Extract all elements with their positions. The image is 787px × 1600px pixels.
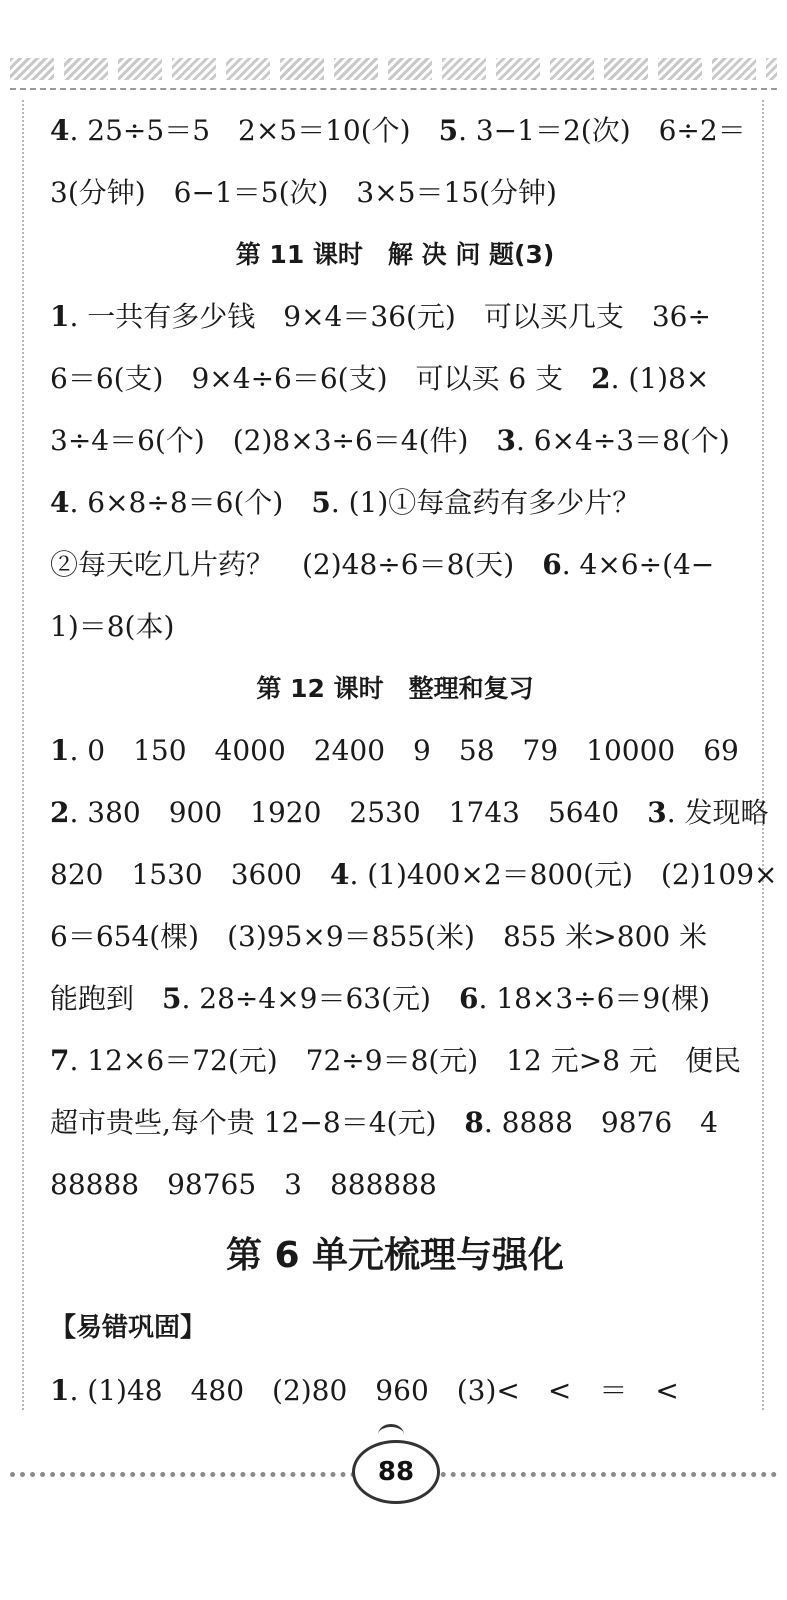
answer-line: 3(分钟) 6−1＝5(次) 3×5＝15(分钟): [50, 176, 557, 209]
page-number: 88: [377, 1457, 415, 1487]
page-number-badge: [352, 1440, 440, 1504]
answer-line: 1)＝8(本): [50, 610, 175, 643]
answer-line: 能跑到 5. 28÷4×9＝63(元) 6. 18×3÷6＝9(棵): [50, 982, 711, 1015]
answer-line: 88888 98765 3 888888: [50, 1168, 437, 1201]
answer-line: 4. 6×8÷8＝6(个) 5. (1)①每盒药有多少片？: [50, 486, 641, 519]
left-margin-line: [22, 100, 24, 1410]
answer-line: ②每天吃几片药？ (2)48÷6＝8(天) 6. 4×6÷(4−: [50, 548, 715, 581]
lesson-11-heading: 第 11 课时 解 决 问 题(3): [235, 240, 555, 269]
answer-line: 1. 一共有多少钱 9×4＝36(元) 可以买几支 36÷: [50, 300, 711, 333]
answer-line: 1. 0 150 4000 2400 9 58 79 10000 69: [50, 734, 739, 767]
section-label: 【易错巩固】: [50, 1313, 207, 1343]
lesson-12-heading: 第 12 课时 整理和复习: [256, 674, 534, 703]
answer-line: 820 1530 3600 4. (1)400×2＝800(元) (2)109×: [50, 858, 778, 891]
right-margin-line: [762, 100, 764, 1410]
answer-content: [50, 100, 778, 1422]
unit-6-title: 第 6 单元梳理与强化: [225, 1235, 565, 1276]
top-decorative-band: [10, 58, 777, 80]
answer-line: 超市贵些,每个贵 12−8＝4(元) 8. 8888 9876 4: [50, 1106, 718, 1139]
answer-line: 3÷4＝6(个) (2)8×3÷6＝4(件) 3. 6×4÷3＝8(个): [50, 424, 730, 457]
answer-line: 2. 380 900 1920 2530 1743 5640 3. 发现略: [50, 796, 769, 829]
answer-line: 6＝654(棵) (3)95×9＝855(米) 855 米>800 米: [50, 920, 708, 953]
answer-line: 6＝6(支) 9×4÷6＝6(支) 可以买 6 支 2. (1)8×: [50, 362, 710, 395]
answer-line: 4. 25÷5＝5 2×5＝10(个) 5. 3−1＝2(次) 6÷2＝: [50, 114, 746, 147]
answer-line: 1. (1)48 480 (2)80 960 (3)< < ＝ <: [50, 1374, 679, 1407]
top-dashed-rule: [10, 88, 777, 90]
answer-line: 7. 12×6＝72(元) 72÷9＝8(元) 12 元>8 元 便民: [50, 1044, 741, 1077]
